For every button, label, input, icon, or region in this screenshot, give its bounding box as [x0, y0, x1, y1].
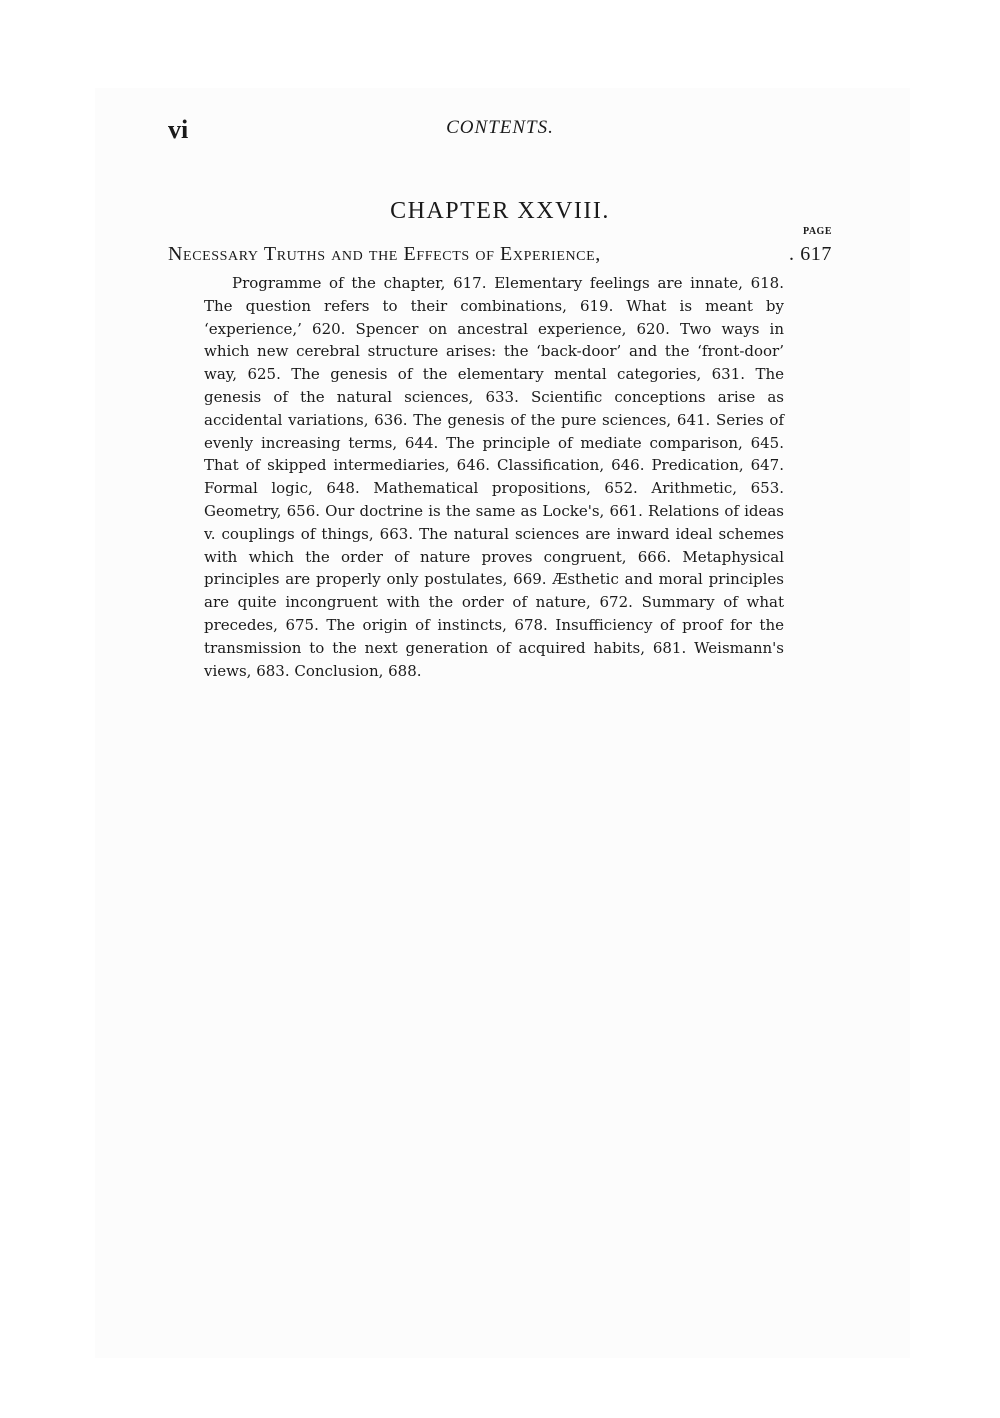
chapter-title: CHAPTER XXVIII. [390, 198, 610, 224]
chapter-heading-entry[interactable] [168, 240, 832, 268]
chapter-heading: Necessary Truths and the Effects of Experience, [168, 243, 601, 265]
start-page-number: 617 [800, 243, 832, 265]
page-header [168, 115, 832, 145]
heading-leader: . [788, 243, 795, 265]
chapter-start-page [789, 240, 832, 268]
page-column-label: PAGE [802, 226, 832, 237]
folio: vi [168, 115, 189, 144]
running-head: CONTENTS. [446, 117, 554, 138]
chapter-summary: Programme of the chapter, 617. Elementary feelings are innate, 618. The question refers to their combinations, 619. What is meant by ‘experience,’ 620. Spencer on ancestral experience, 620. Two ways in which new cerebral structure arises: the ‘back-door’ and the ‘front-door’ way, 625. The genesis of the elementary mental categories, 631. The genesis of the natural sciences, 633. Scientific conceptions arise as accidental variations, 636. The genesis of the pure sciences, 641. Series of evenly increasing terms, 644. The principle of mediate comparison, 645. That of skipped intermediaries, 646. Classification, 646. Predication, 647. Formal logic, 648. Mathematical propositions, 652. Arithmetic, 653. Geometry, 656. Our doctrine is the same as Locke's, 661. Relations of ideas v. couplings of things, 663. The natural sciences are inward ideal schemes with which the order of nature proves congruent, 666. Metaphysical principles are properly only postulates, 669. Æsthetic and moral principles are quite incongruent with the order of nature, 672. Summary of what precedes, 675. The origin of instincts, 678. Insufficiency of proof for the transmission to the next generation of acquired habits, 681. Weismann's views, 683. Conclusion, 688. [204, 274, 784, 680]
